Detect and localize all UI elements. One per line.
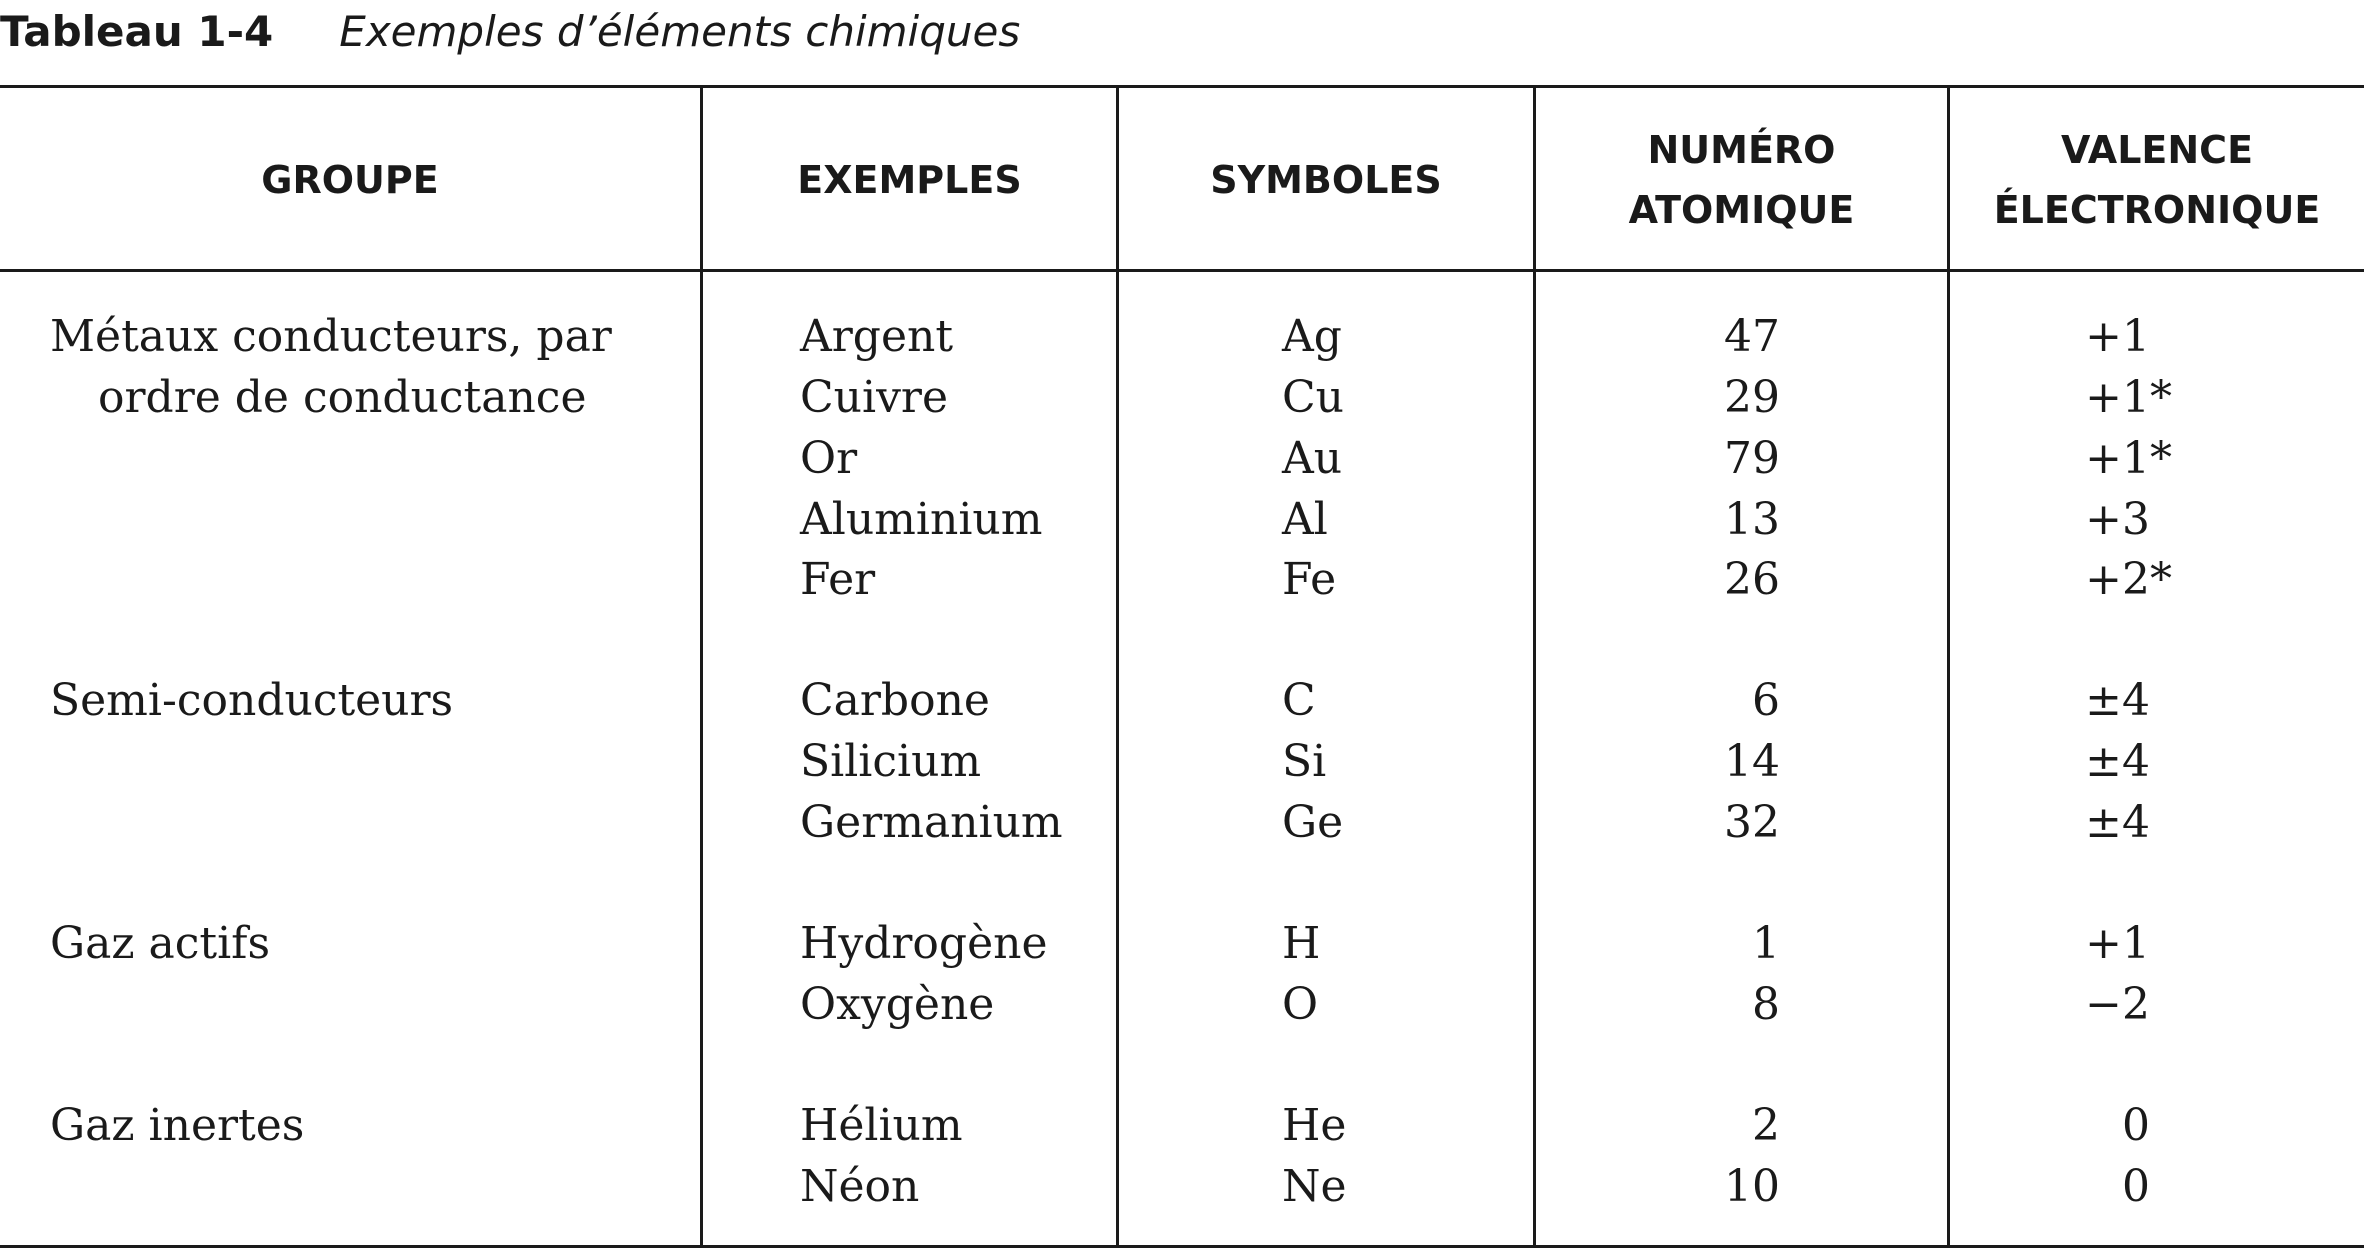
- element-symbol: He: [1282, 1100, 1347, 1151]
- header-valence-line-2: ÉLECTRONIQUE: [1993, 187, 2321, 232]
- table-bottom-rule: [0, 1245, 2364, 1248]
- element-symbol: C: [1282, 675, 1316, 726]
- atomic-number: 2: [1752, 1100, 1780, 1151]
- element-name: Germanium: [800, 797, 1063, 848]
- group-label: Métaux conducteurs, par: [50, 311, 612, 362]
- header-symboles: SYMBOLES: [1210, 157, 1442, 202]
- valence: ±4: [2085, 736, 2150, 787]
- element-symbol: Si: [1282, 736, 1327, 787]
- element-name: Fer: [800, 554, 876, 605]
- element-symbol: Al: [1282, 494, 1328, 545]
- element-name: Cuivre: [800, 372, 949, 423]
- table-caption: [0, 4, 1020, 60]
- element-symbol: Cu: [1282, 372, 1345, 423]
- header-valence-electronique: [1950, 88, 2364, 271]
- atomic-number: 13: [1724, 494, 1780, 545]
- header-valence-line-1: VALENCE: [2060, 127, 2254, 172]
- element-name: Hydrogène: [800, 918, 1048, 969]
- group-label: ordre de conductance: [98, 372, 587, 423]
- valence: +1: [2085, 918, 2150, 969]
- header-exemples: EXEMPLES: [797, 157, 1022, 202]
- element-symbol: Ge: [1282, 797, 1344, 848]
- element-name: Carbone: [800, 675, 990, 726]
- element-symbol: Ne: [1282, 1161, 1347, 1212]
- element-name: Néon: [800, 1161, 920, 1212]
- header-numero-line-2: ATOMIQUE: [1628, 187, 1855, 232]
- element-name: Silicium: [800, 736, 982, 787]
- atomic-number: 6: [1752, 675, 1780, 726]
- element-name: Aluminium: [800, 494, 1043, 545]
- atomic-number: 14: [1724, 736, 1780, 787]
- group-label: Gaz actifs: [50, 918, 271, 969]
- atomic-number: 79: [1724, 433, 1780, 484]
- valence: +1: [2085, 311, 2150, 362]
- atomic-number: 10: [1724, 1161, 1780, 1212]
- atomic-number: 47: [1724, 311, 1780, 362]
- valence: −2: [2085, 979, 2150, 1030]
- element-symbol: Ag: [1282, 311, 1342, 362]
- valence: ±4: [2085, 797, 2150, 848]
- valence: 0: [2122, 1100, 2150, 1151]
- header-numero-line-1: NUMÉRO: [1647, 127, 1836, 172]
- valence: ±4: [2085, 675, 2150, 726]
- element-symbol: O: [1282, 979, 1319, 1030]
- valence: +1*: [2085, 433, 2172, 484]
- element-symbol: Fe: [1282, 554, 1337, 605]
- valence: +2*: [2085, 554, 2172, 605]
- element-name: Or: [800, 433, 858, 484]
- valence: +1*: [2085, 372, 2172, 423]
- atomic-number: 26: [1724, 554, 1780, 605]
- group-label: Semi-conducteurs: [50, 675, 454, 726]
- header-groupe: GROUPE: [261, 157, 439, 202]
- header-numero-atomique: [1536, 88, 1947, 271]
- atomic-number: 32: [1724, 797, 1780, 848]
- element-name: Oxygène: [800, 979, 995, 1030]
- table-number: Tableau 1-4: [0, 7, 274, 56]
- element-symbol: Au: [1282, 433, 1343, 484]
- table-title: Exemples d’éléments chimiques: [339, 7, 1021, 56]
- valence: 0: [2122, 1161, 2150, 1212]
- element-name: Hélium: [800, 1100, 963, 1151]
- group-label: Gaz inertes: [50, 1100, 305, 1151]
- element-symbol: H: [1282, 918, 1321, 969]
- element-name: Argent: [800, 311, 954, 362]
- valence: +3: [2085, 494, 2150, 545]
- atomic-number: 8: [1752, 979, 1780, 1030]
- atomic-number: 29: [1724, 372, 1780, 423]
- atomic-number: 1: [1752, 918, 1780, 969]
